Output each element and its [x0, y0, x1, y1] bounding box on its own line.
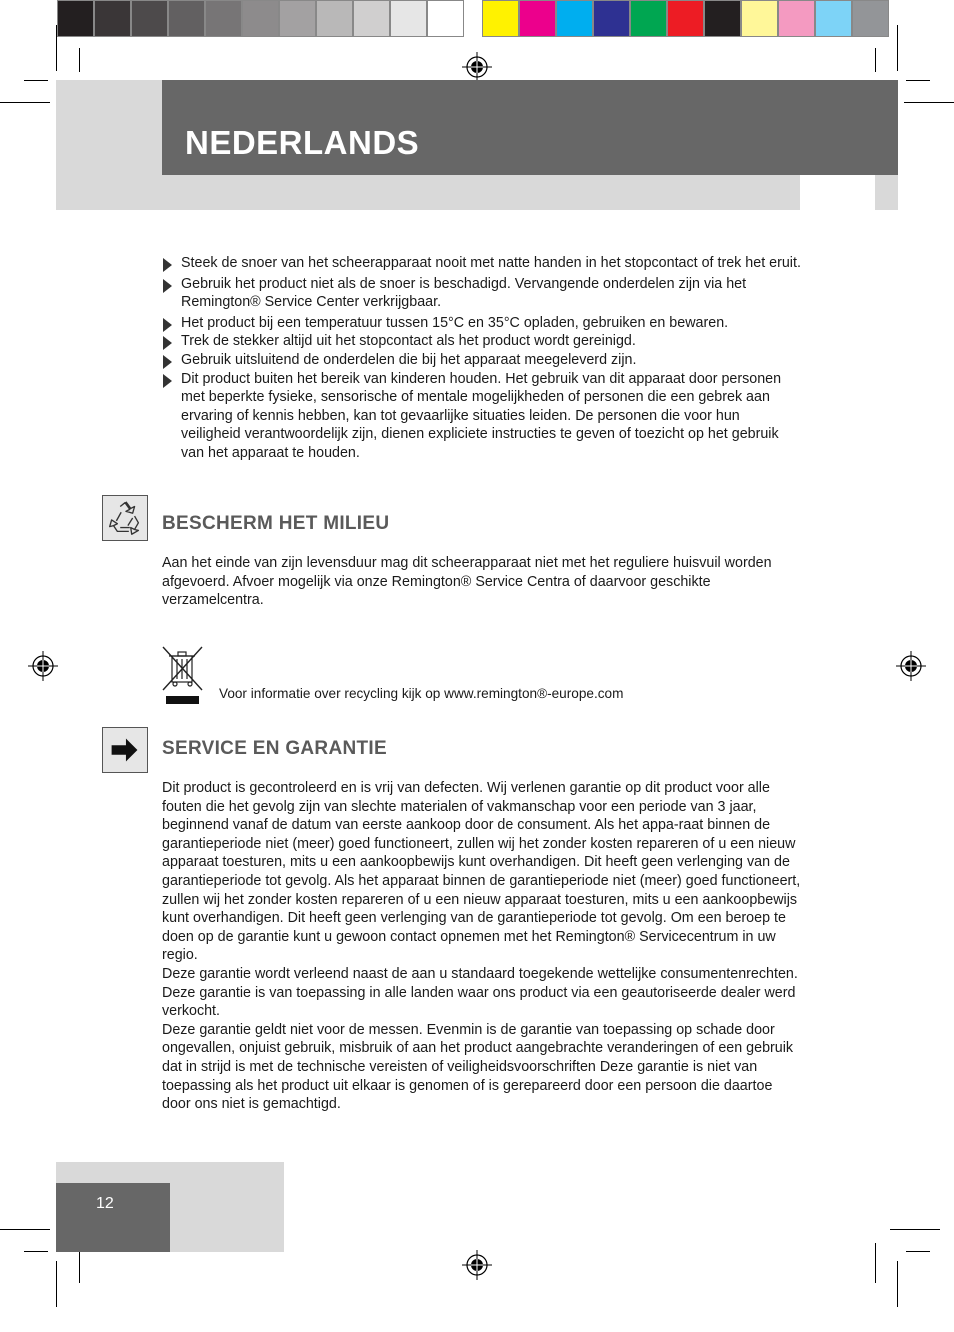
bullet-triangle-icon	[163, 355, 172, 369]
color-swatch	[667, 0, 704, 37]
crop-mark	[24, 80, 48, 81]
gray-swatch	[168, 0, 205, 37]
safety-bullet-text: Het product bij een temperatuur tussen 15°C en 35°C opladen, gebruiken en bewaren.	[181, 314, 729, 331]
crop-mark	[904, 102, 954, 103]
crop-mark	[56, 25, 57, 71]
page-number: 12	[96, 1195, 114, 1212]
color-swatch	[630, 0, 667, 37]
page-title: NEDERLANDS	[185, 124, 420, 161]
crop-mark	[890, 1229, 940, 1230]
crop-mark	[875, 1243, 876, 1283]
crop-mark	[906, 80, 930, 81]
safety-bullet	[162, 314, 802, 333]
gray-swatch	[242, 0, 279, 37]
safety-bullet-text: Trek de stekker altijd uit het stopcontact als het product wordt gereinigd.	[181, 333, 636, 350]
color-swatch	[815, 0, 852, 37]
gray-swatch	[316, 0, 353, 37]
bullet-triangle-icon	[163, 374, 172, 388]
bullet-triangle-icon	[163, 336, 172, 350]
crop-mark	[56, 1261, 57, 1307]
color-swatch	[482, 0, 519, 37]
safety-bullet-list	[162, 254, 802, 463]
safety-bullet	[162, 275, 802, 312]
color-swatch	[593, 0, 630, 37]
gray-swatch	[390, 0, 427, 37]
gray-swatch	[353, 0, 390, 37]
gray-swatch	[57, 0, 94, 37]
gray-swatch	[131, 0, 168, 37]
safety-bullet-text: Gebruik het product niet als de snoer is beschadigd. Vervangende onderdelen zijn via het Remington® Service Center verkrijgbaar.	[181, 275, 747, 311]
bullet-triangle-icon	[163, 279, 172, 293]
crop-mark	[0, 102, 50, 103]
crop-mark	[875, 48, 876, 72]
recycle-icon-box	[102, 495, 148, 541]
footer-band-dark	[56, 1183, 170, 1252]
crop-mark	[897, 25, 898, 71]
safety-bullet-text: Gebruik uitsluitend de onderdelen die bij het apparaat meegeleverd zijn.	[181, 351, 637, 368]
safety-bullet-text: Dit product buiten het bereik van kinderen houden. Het gebruik van dit apparaat door personen met beperkte fysieke, sensorische of mentale mogelijkheden of personen die een gebrek aan ervaring of kennis hebben, kan tot gevaarlijke situaties leiden. De personen die voor hun veiligheid verantwoordelijk zijn, dienen expliciete instructies te geven of toezicht op het gebruik van het apparaat te houden.	[181, 370, 782, 461]
grayscale-calibration-strip	[57, 0, 464, 40]
weee-bin-icon	[160, 644, 205, 706]
service-paragraph: Deze garantie wordt verleend naast de aan u standaard toegekende wettelijke consumentenrechten.	[162, 965, 798, 982]
registration-mark-icon	[462, 1250, 492, 1280]
bullet-triangle-icon	[163, 318, 172, 332]
safety-bullet-text: Steek de snoer van het scheerapparaat nooit met natte handen in het stopcontact of trek het eruit.	[181, 255, 801, 271]
service-text	[162, 779, 802, 1114]
service-paragraph: Deze garantie is van toepassing in alle landen waar ons product via een geautoriseerde dealer werd verkocht.	[162, 984, 796, 1020]
service-paragraph: Dit product is gecontroleerd en is vrij van defecten. Wij verlenen garantie op dit product voor alle fouten die het gevolg zijn van slechte materialen of vakmanschap voor een periode van 3 jaar, beginnend vanaf de datum van eerste aankoop door de consument. Als het appa-raat binnen de garantieperiode niet (meer) goed functioneert, zullen wij het zonder kosten repareren of u een nieuw apparaat toesturen, mits u een aankoopbewijs kunt overhandigen. Dit heeft geen verlenging van de garantieperiode tot gevolg. Als het apparaat binnen de garantieperiode niet (meer) goed functioneert, zullen wij het zonder kosten repareren of u een nieuw apparaat toesturen, mits u een aankoopbewijs kunt overhandigen. Dit heeft geen verlenging van de garantieperiode tot gevolg. Om een beroep te doen op de garantie kunt u gewoon contact opnemen met het Remington® Servicecentrum in uw regio.	[162, 780, 801, 964]
service-paragraph: Deze garantie geldt niet voor de messen. Evenmin is de garantie van toepassing op schade door ongevallen, onjuist gebruik, misbruik of aan het product aangebrachte veranderingen of een gebruik dat in strijd is met de technische vereisten of veiligheidsvoorschriften Deze garantie is niet van toepassing als het product uit elkaar is genomen of is gerepareerd door een persoon die daartoe door ons niet is gemachtigd.	[162, 1021, 794, 1113]
recycle-icon	[103, 496, 147, 540]
gray-swatch	[279, 0, 316, 37]
registration-mark-icon	[896, 651, 926, 681]
color-swatch	[556, 0, 593, 37]
crop-mark	[897, 1261, 898, 1307]
registration-mark-icon	[462, 52, 492, 82]
registration-mark-icon	[28, 651, 58, 681]
gray-swatch	[205, 0, 242, 37]
bullet-triangle-icon	[163, 258, 172, 272]
color-swatch	[852, 0, 889, 37]
safety-bullet	[162, 370, 802, 463]
safety-bullet	[162, 351, 802, 370]
recycling-info: Voor informatie over recycling kijk op www.remington®-europe.com	[219, 686, 624, 701]
environment-heading: BESCHERM HET MILIEU	[162, 513, 390, 534]
gray-swatch	[427, 0, 464, 37]
color-swatch	[519, 0, 556, 37]
crop-mark	[906, 1251, 930, 1252]
safety-bullet	[162, 332, 802, 351]
color-swatch	[778, 0, 815, 37]
crop-mark	[79, 48, 80, 72]
gray-swatch	[94, 0, 131, 37]
color-calibration-strip	[482, 0, 889, 40]
environment-text: Aan het einde van zijn levensduur mag dit scheerapparaat niet met het reguliere huisvuil worden afgevoerd. Afvoer mogelijk via onze Remington® Service Centra of daarvoor geschikte verzamelcentra.	[162, 555, 772, 609]
arrow-right-icon	[103, 728, 147, 772]
crop-mark	[24, 1251, 48, 1252]
color-swatch	[704, 0, 741, 37]
service-heading: SERVICE EN GARANTIE	[162, 738, 387, 759]
color-swatch	[741, 0, 778, 37]
crop-mark	[0, 1229, 50, 1230]
safety-bullet	[162, 254, 802, 273]
arrow-icon-box	[102, 727, 148, 773]
